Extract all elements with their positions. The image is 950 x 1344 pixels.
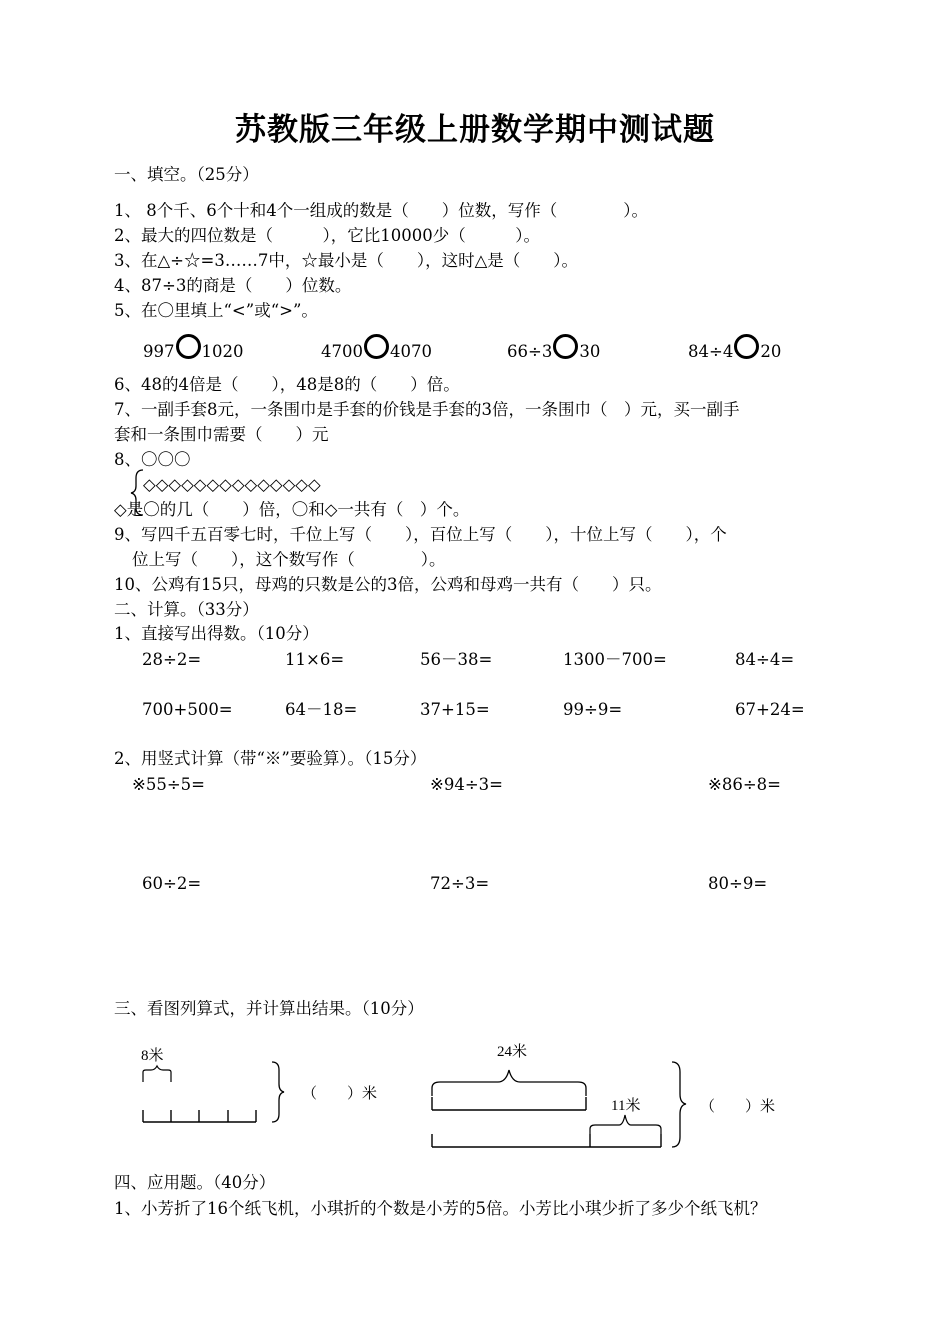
calc-item: 99÷9= bbox=[563, 700, 623, 719]
question-1: 1、 8个千、6个十和4个一组成的数是（ ）位数，写作（ ）。 bbox=[114, 201, 648, 220]
compare-left: 66÷3 bbox=[507, 342, 553, 361]
diagram-answer-right: （ ）米 bbox=[700, 1099, 776, 1115]
vertical-calc-item: ※55÷5= bbox=[132, 775, 205, 794]
compare-right: 1020 bbox=[201, 342, 244, 361]
question-8: ◇是〇的几（ ）倍，〇和◇一共有（ ）个。 bbox=[114, 500, 470, 519]
section2-heading: 二、计算。（33分） bbox=[114, 600, 259, 619]
section4-heading: 四、应用题。（40分） bbox=[114, 1173, 276, 1192]
diagram-label-8m: 8米 bbox=[141, 1048, 164, 1064]
vertical-calc-item: 60÷2= bbox=[142, 874, 202, 893]
word-problem-1: 1、小芳折了16个纸飞机，小琪折的个数是小芳的5倍。小芳比小琪少折了多少个纸飞机？ bbox=[114, 1199, 767, 1218]
calc-item: 84÷4= bbox=[735, 650, 795, 669]
compare-right: 20 bbox=[760, 342, 782, 361]
vertical-calc-item: ※94÷3= bbox=[430, 775, 503, 794]
question-4: 4、87÷3的商是（ ）位数。 bbox=[114, 276, 352, 295]
calc-item: 1300－700= bbox=[563, 650, 667, 669]
question-7: 7、一副手套8元，一条围巾是手套的价钱是手套的3倍，一条围巾（ ）元，买一副手 bbox=[114, 400, 740, 419]
compare-left: 4700 bbox=[321, 342, 363, 361]
section2-sub2: 2、用竖式计算（带“※”要验算）。（15分） bbox=[114, 749, 427, 768]
question-9-cont: 位上写（ ），这个数写作（ ）。 bbox=[132, 550, 446, 569]
section2-sub1: 1、直接写出得数。（10分） bbox=[114, 624, 319, 643]
question-6: 6、48的4倍是（ ），48是8的（ ）倍。 bbox=[114, 375, 460, 394]
calc-item: 28÷2= bbox=[142, 650, 202, 669]
compare-right: 30 bbox=[579, 342, 601, 361]
compare-left: 84÷4 bbox=[688, 342, 734, 361]
compare-left: 997 bbox=[143, 342, 175, 361]
question-5: 5、在〇里填上“<”或“>”。 bbox=[114, 301, 318, 320]
calc-item: 64－18= bbox=[285, 700, 358, 719]
question-10: 10、公鸡有15只，母鸡的只数是公的3倍，公鸡和母鸡一共有（ ）只。 bbox=[114, 575, 662, 594]
diagram-label-24m: 24米 bbox=[497, 1044, 528, 1060]
question-9: 9、写四千五百零七时，千位上写（ ），百位上写（ ），十位上写（ ），个 bbox=[114, 525, 727, 544]
question-2: 2、最大的四位数是（ ），它比10000少（ ）。 bbox=[114, 226, 540, 245]
vertical-calc-item: 72÷3= bbox=[430, 874, 490, 893]
section3-heading: 三、看图列算式，并计算出结果。（10分） bbox=[114, 999, 424, 1018]
calc-item: 700+500= bbox=[142, 700, 233, 719]
question-8-circles: 8、〇〇〇 bbox=[114, 450, 191, 469]
diagram-label-11m: 11米 bbox=[611, 1098, 641, 1114]
question-8-diamonds: ◇◇◇◇◇◇◇◇◇◇◇◇◇◇ bbox=[143, 475, 321, 494]
compare-right: 4070 bbox=[390, 342, 432, 361]
question-7-cont: 套和一条围巾需要（ ）元 bbox=[114, 425, 329, 444]
calc-item: 37+15= bbox=[420, 700, 490, 719]
section1-heading: 一、填空。（25分） bbox=[114, 165, 259, 184]
vertical-calc-item: ※86÷8= bbox=[708, 775, 781, 794]
diagram-answer-left: （ ）米 bbox=[302, 1086, 378, 1102]
page-title: 苏教版三年级上册数学期中测试题 bbox=[235, 112, 715, 148]
vertical-calc-item: 80÷9= bbox=[708, 874, 768, 893]
calc-item: 11×6= bbox=[285, 650, 345, 669]
question-3: 3、在△÷☆=3……7中，☆最小是（ ），这时△是（ ）。 bbox=[114, 251, 579, 270]
calc-item: 67+24= bbox=[735, 700, 805, 719]
calc-item: 56－38= bbox=[420, 650, 493, 669]
